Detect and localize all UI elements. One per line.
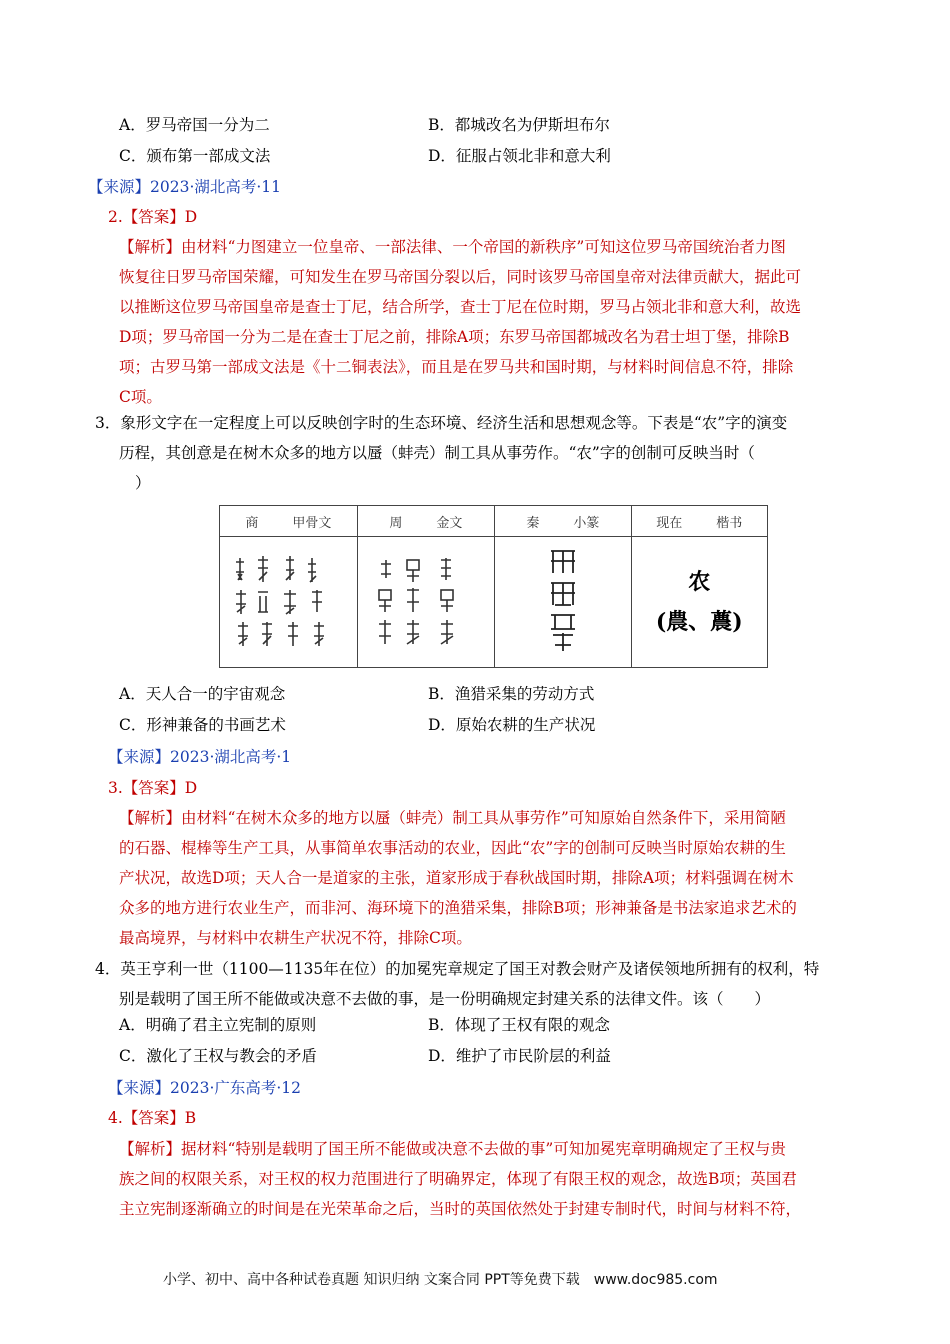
bronze-glyphs	[357, 537, 494, 668]
q2-source: 【来源】2023·湖北高考·11	[88, 178, 282, 196]
header-cell: 秦 小篆	[495, 506, 631, 537]
q3-stem	[95, 408, 787, 498]
stem-line: 4．英王亨利一世（1100—1135年在位）的加冕宪章规定了国王对教会财产及诸侯领地所拥有的权利，特	[95, 960, 820, 978]
analysis-line: 主立宪制逐渐确立的时间是在光荣革命之后，当时的英国依然处于封建专制时代，时间与材料不符，	[119, 1200, 802, 1218]
q3-source: 【来源】2023·湖北高考·1	[108, 748, 292, 766]
q4-analysis	[119, 1134, 801, 1224]
page-footer: 小学、初中、高中各种试卷真题 知识归纳 文案合同 PPT等免费下载 www.doc985.com	[163, 1272, 718, 1288]
analysis-line: 恢复往日罗马帝国荣耀，可知发生在罗马帝国分裂以后，同时该罗马帝国皇帝对法律贡献大，据此可	[119, 268, 802, 286]
stem-line: 历程，其创意是在树木众多的地方以蜃（蚌壳）制工具从事劳作。“农”字的创制可反映当时（	[119, 444, 755, 462]
q1-option-b: B．都城改名为伊斯坦布尔	[428, 116, 610, 134]
seal-script-glyphs	[495, 537, 631, 668]
analysis-line: 【解析】据材料“特别是载明了国王所不能做或决意不去做的事”可知加冕宪章明确规定了王权与贵	[119, 1140, 786, 1158]
q1-option-c: C．颁布第一部成文法	[119, 147, 271, 165]
q3-option-d: D．原始农耕的生产状况	[428, 716, 596, 734]
q4-stem	[95, 954, 819, 1014]
oracle-bone-glyphs	[220, 537, 358, 668]
q3-option-b: B．渔猎采集的劳动方式	[428, 685, 595, 703]
q2-analysis	[119, 232, 801, 412]
analysis-line: D项；罗马帝国一分为二是在查士丁尼之前，排除A项；东罗马帝国都城改名为君士坦丁堡，排除B	[119, 328, 790, 346]
q1-option-a: A．罗马帝国一分为二	[119, 116, 270, 134]
regular-script-cell	[631, 537, 767, 668]
analysis-line: 的石器、棍棒等生产工具，从事简单农事活动的农业，因此“农”字的创制可反映当时原始农耕的生	[119, 839, 786, 857]
q4-option-a: A．明确了君主立宪制的原则	[119, 1016, 317, 1034]
analysis-line: 族之间的权限关系，对王权的权力范围进行了明确界定，体现了有限王权的观念，故选B项；英国君	[119, 1170, 797, 1188]
q4-source: 【来源】2023·广东高考·12	[108, 1079, 302, 1097]
analysis-line: C项。	[119, 388, 162, 406]
bronze-glyph-image	[371, 550, 481, 650]
analysis-line: 最高境界，与材料中农耕生产状况不符，排除C项。	[119, 929, 472, 947]
character-evolution-table	[219, 505, 768, 668]
variant-characters: (農、蕽)	[655, 609, 743, 635]
oracle-glyph-image	[228, 550, 348, 650]
header-cell: 现在 楷书	[631, 506, 767, 537]
stem-line: 别是载明了国王所不能做或决意不去做的事，是一份明确规定封建关系的法律文件。该（ ）	[119, 990, 771, 1008]
analysis-line: 众多的地方进行农业生产，而非河、海环境下的渔猎采集，排除B项；形神兼备是书法家追求艺术的	[119, 899, 797, 917]
analysis-line: 产状况，故选D项；天人合一是道家的主张，道家形成于春秋战国时期，排除A项；材料强调在树木	[119, 869, 794, 887]
q4-option-b: B．体现了王权有限的观念	[428, 1016, 610, 1034]
modern-character: 农	[688, 569, 711, 595]
q3-option-c: C．形神兼备的书画艺术	[119, 716, 286, 734]
analysis-line: 【解析】由材料“力图建立一位皇帝、一部法律、一个帝国的新秩序”可知这位罗马帝国统治者力图	[119, 238, 786, 256]
analysis-line: 以推断这位罗马帝国皇帝是查士丁尼，结合所学，查士丁尼在位时期，罗马占领北非和意大利，故选	[119, 298, 802, 316]
q3-option-a: A．天人合一的宇宙观念	[119, 685, 286, 703]
analysis-line: 项；古罗马第一部成文法是《十二铜表法》，而且是在罗马共和国时期，与材料时间信息不符，排除	[119, 358, 794, 376]
q3-answer: 3.【答案】D	[108, 779, 198, 797]
q4-answer: 4.【答案】B	[108, 1109, 197, 1127]
header-cell: 商 甲骨文	[220, 506, 358, 537]
stem-line: ）	[135, 474, 151, 492]
q3-analysis	[119, 803, 797, 953]
seal-glyph-image	[533, 545, 593, 655]
q2-answer: 2.【答案】D	[108, 208, 198, 226]
q4-option-c: C．激化了王权与教会的矛盾	[119, 1047, 317, 1065]
q4-option-d: D．维护了市民阶层的利益	[428, 1047, 611, 1065]
analysis-line: 【解析】由材料“在树木众多的地方以蜃（蚌壳）制工具从事劳作”可知原始自然条件下，采用简陋	[119, 809, 786, 827]
q1-option-d: D．征服占领北非和意大利	[428, 147, 611, 165]
stem-line: 3．象形文字在一定程度上可以反映创字时的生态环境、经济生活和思想观念等。下表是“农”字的演变	[95, 414, 788, 432]
header-cell: 周 金文	[357, 506, 494, 537]
